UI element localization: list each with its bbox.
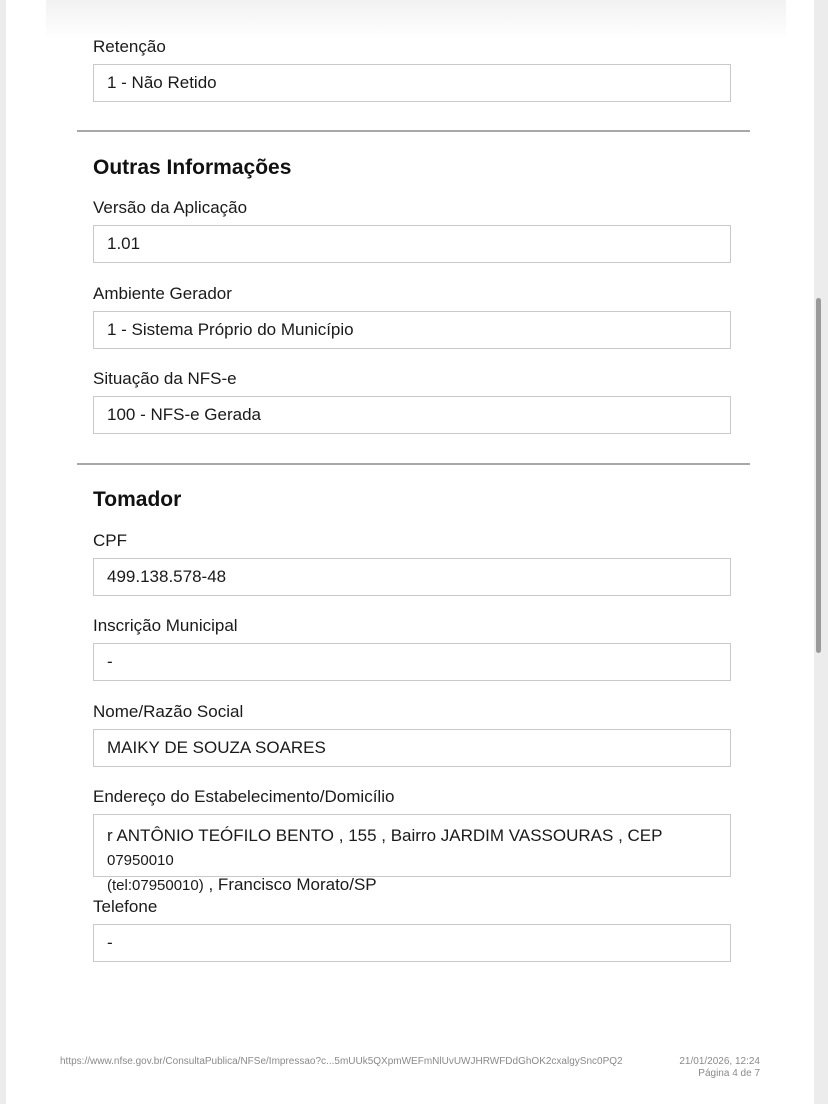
inscricao-municipal-field: - [93,643,731,681]
telefone-label: Telefone [93,897,158,916]
nome-razao-social-label: Nome/Razão Social [93,702,244,721]
footer-page-number: Página 4 de 7 [698,1068,760,1079]
tomador-title: Tomador [93,488,182,511]
cpf-field: 499.138.578-48 [93,558,731,596]
vertical-scrollbar[interactable] [816,298,821,653]
endereco-line-2 [107,873,377,898]
endereco-line-1 [107,824,717,873]
endereco-label: Endereço do Estabelecimento/Domicílio [93,787,395,806]
versao-aplicacao-field: 1.01 [93,225,731,263]
cpf-label: CPF [93,531,127,550]
endereco-city: , Francisco Morato/SP [208,875,377,894]
retencao-label: Retenção [93,37,166,56]
footer-meta [679,1056,760,1080]
nome-razao-social-field: MAIKY DE SOUZA SOARES [93,729,731,767]
telefone-field: - [93,924,731,962]
situacao-nfse-label: Situação da NFS-e [93,369,237,388]
inscricao-municipal-label: Inscrição Municipal [93,616,238,635]
ambiente-gerador-field: 1 - Sistema Próprio do Município [93,311,731,349]
endereco-street: r ANTÔNIO TEÓFILO BENTO , 155 , Bairro JARDIM VASSOURAS , CEP [107,826,663,845]
page-top-shadow [46,0,786,40]
versao-aplicacao-label: Versão da Aplicação [93,198,248,217]
situacao-nfse-field: 100 - NFS-e Gerada [93,396,731,434]
document-page [6,0,814,1104]
endereco-tel-link[interactable]: (tel:07950010) [107,877,204,894]
ambiente-gerador-label: Ambiente Gerador [93,284,232,303]
endereco-cep: 07950010 [107,852,174,869]
footer-datetime: 21/01/2026, 12:24 [679,1056,760,1067]
retencao-field: 1 - Não Retido [93,64,731,102]
footer-url: https://www.nfse.gov.br/ConsultaPublica/NFSe/Impressao?c...5mUUk5QXpmWEFmNlUvUWJHRWFDdGhOK2cxalgySnc0PQ2 [60,1056,623,1067]
endereco-field [93,814,731,894]
section-divider [77,130,750,132]
outras-informacoes-title: Outras Informações [93,156,292,179]
section-divider [77,463,750,465]
